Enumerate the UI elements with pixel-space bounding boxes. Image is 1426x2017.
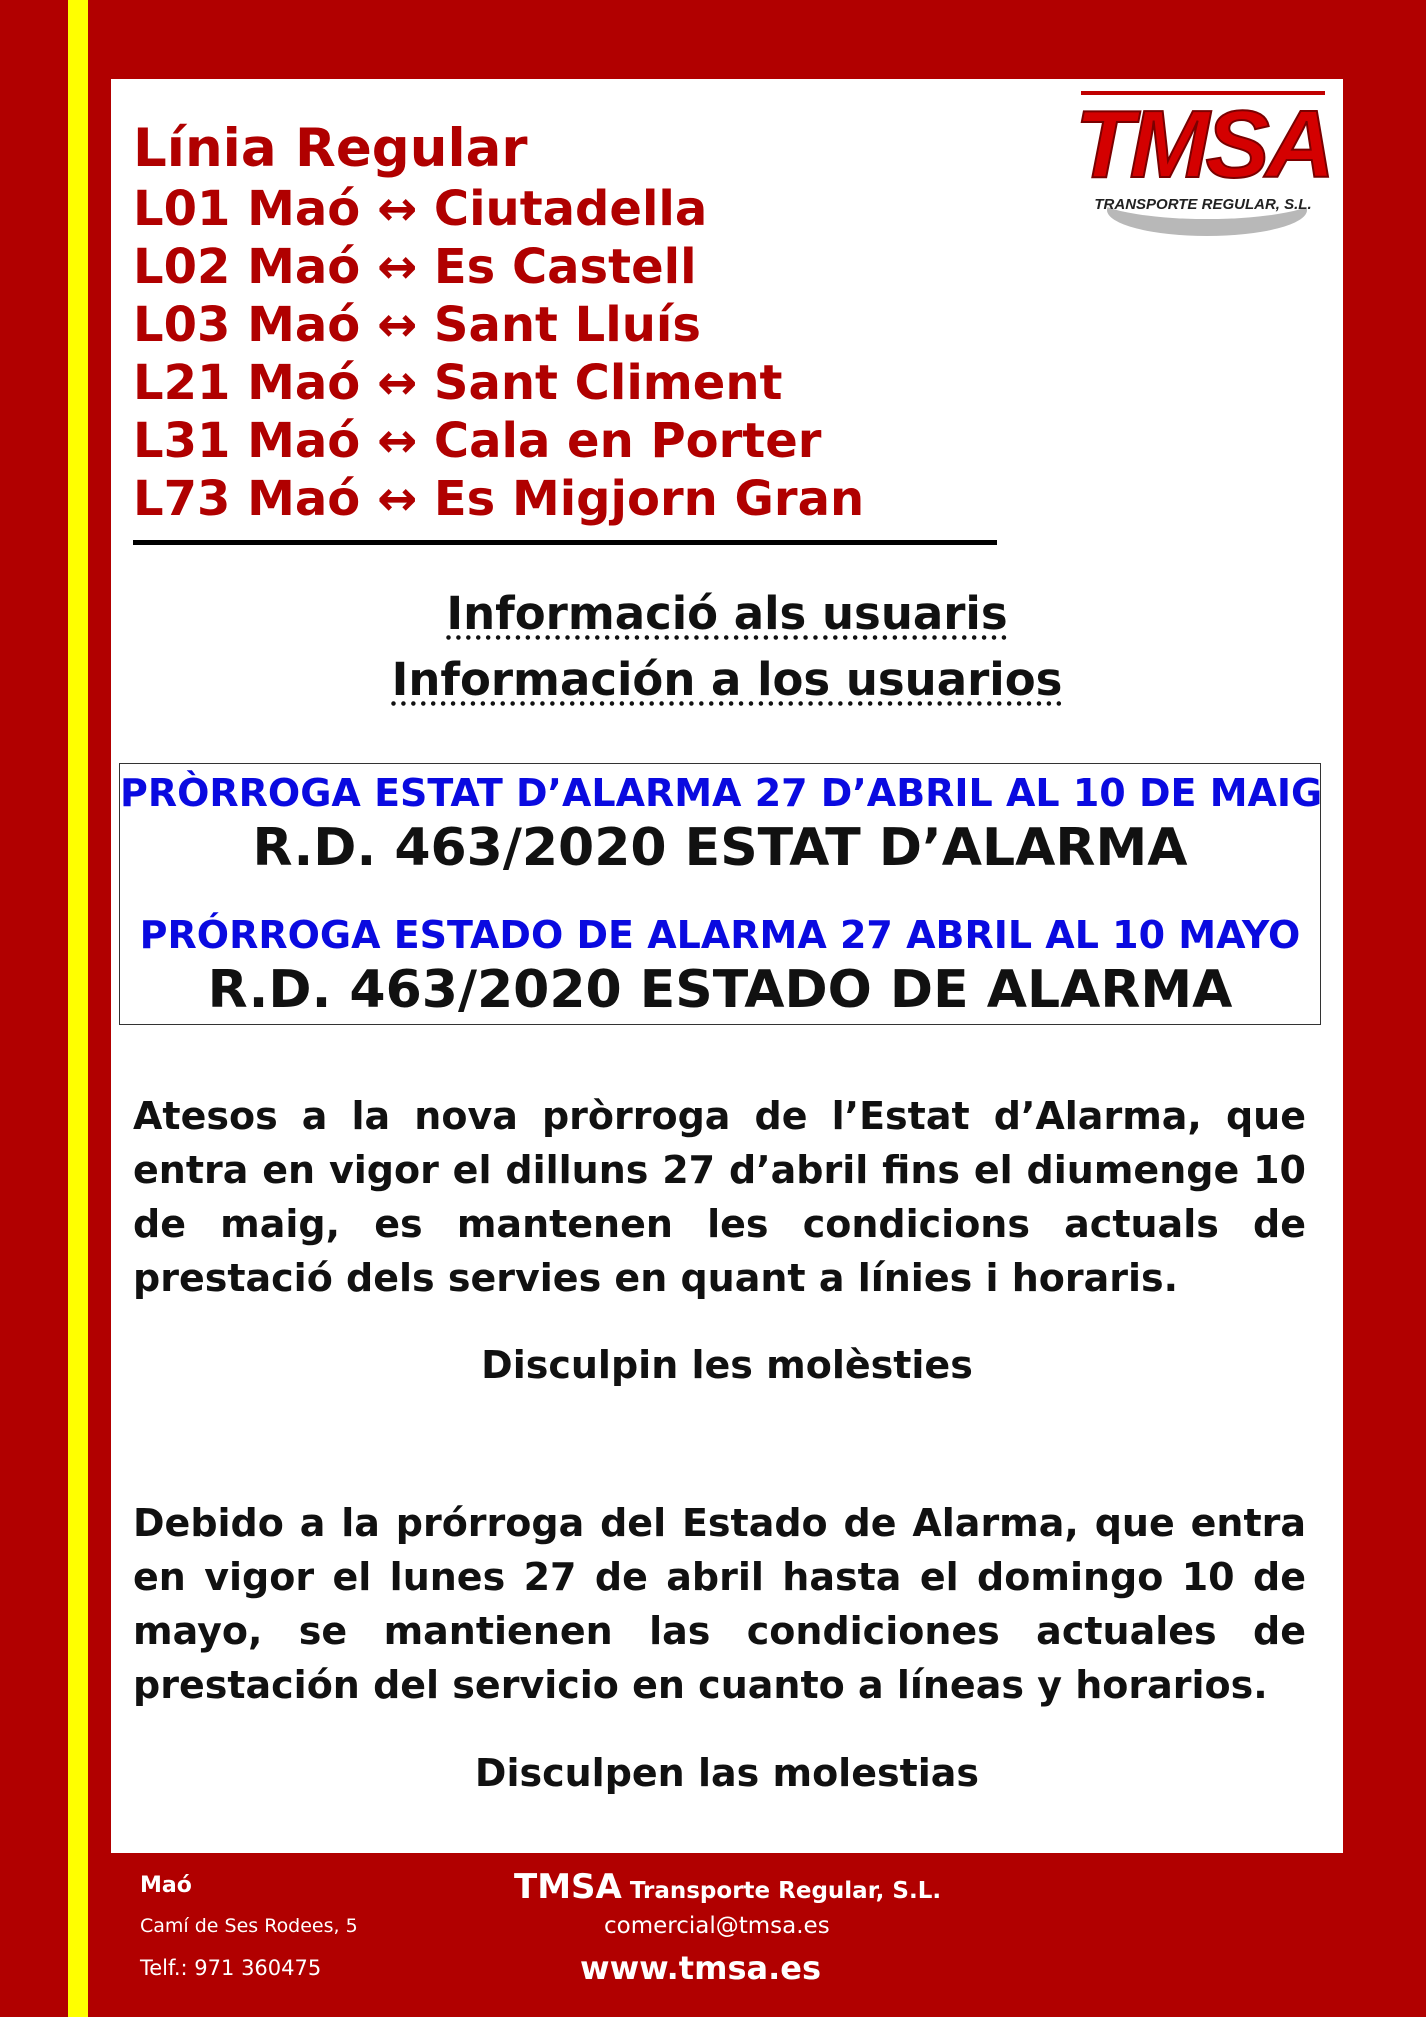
spanish-decree: R.D. 463/2020 ESTADO DE ALARMA: [207, 960, 1233, 1020]
footer-email-link[interactable]: comercial@tmsa.es: [604, 1913, 830, 1939]
logo-tagline: TRANSPORTE REGULAR, S.L.: [1094, 196, 1312, 213]
info-heading-catalan: Informació als usuaris: [446, 587, 1008, 640]
route-l73: L73 Maó ↔ Es Migjorn Gran: [133, 471, 865, 527]
alarm-extension-box: [119, 763, 1321, 1025]
footer: [0, 1853, 1426, 2017]
spanish-notice-paragraph: Debido a la prórroga del Estado de Alarma, que entra en vigor el lunes 27 de abril hasta el domingo 10 de mayo, se mantienen las condiciones actuales de prestación del servicio en cuanto a líneas y horarios.: [133, 1501, 1306, 1707]
yellow-side-stripe: [68, 0, 88, 2017]
catalan-decree: R.D. 463/2020 ESTAT D’ALARMA: [252, 818, 1188, 878]
tmsa-logo: [1071, 85, 1333, 245]
routes-divider: [133, 540, 997, 545]
spanish-apology: Disculpen las molestias: [474, 1751, 980, 1795]
lines-title: Línia Regular: [133, 118, 528, 179]
footer-website-link[interactable]: www.tmsa.es: [580, 1949, 821, 1987]
info-heading-spanish: Información a los usuarios: [391, 653, 1063, 706]
route-l02: L02 Maó ↔ Es Castell: [133, 239, 697, 295]
footer-address: Camí de Ses Rodees, 5: [140, 1915, 358, 1937]
footer-company: [514, 1867, 941, 1907]
logo-brand: TMSA: [1075, 91, 1331, 198]
notice-sheet: [111, 79, 1343, 1853]
spanish-extension-notice: PRÓRROGA ESTADO DE ALARMA 27 ABRIL AL 10 MAYO: [139, 913, 1301, 957]
catalan-extension-notice: PRÒRROGA ESTAT D’ALARMA 27 D’ABRIL AL 10 DE MAIG: [120, 771, 1323, 815]
catalan-apology: Disculpin les molèsties: [481, 1343, 973, 1387]
footer-company-short: TMSA: [514, 1867, 622, 1907]
route-l31: L31 Maó ↔ Cala en Porter: [133, 413, 822, 469]
route-l21: L21 Maó ↔ Sant Climent: [133, 355, 783, 411]
footer-company-rest: Transporte Regular, S.L.: [629, 1878, 942, 1904]
route-l01: L01 Maó ↔ Ciutadella: [133, 181, 708, 237]
footer-city: Maó: [140, 1873, 192, 1898]
catalan-notice-paragraph: Atesos a la nova pròrroga de l’Estat d’Alarma, que entra en vigor el dilluns 27 d’abril fins el diumenge 10 de maig, es mantenen les condicions actuals de prestació dels servies en quant a línies i horaris.: [133, 1094, 1306, 1300]
footer-phone: Telf.: 971 360475: [140, 1956, 322, 1980]
route-l03: L03 Maó ↔ Sant Lluís: [133, 297, 701, 353]
